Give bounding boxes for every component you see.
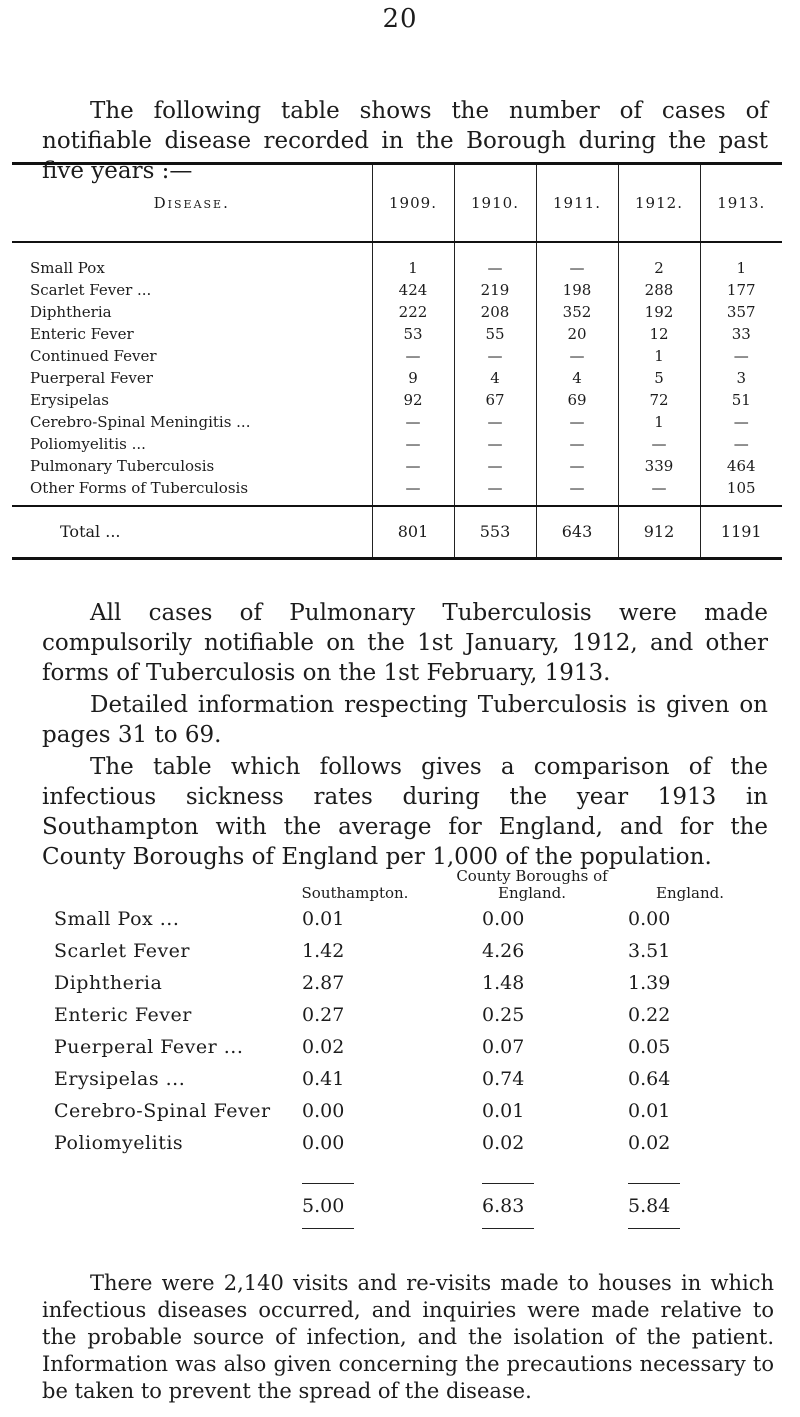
bottom-rule-england: [628, 1228, 680, 1229]
detailed-info-text: Detailed information respecting Tuberculosis is given on pages 31 to 69.: [42, 692, 768, 748]
case-count: —: [372, 345, 454, 367]
rate-southampton: 0.00: [302, 1100, 345, 1122]
rate-england: 3.51: [628, 940, 671, 962]
case-count: 1: [618, 411, 700, 433]
header-1910: 1910.: [454, 164, 536, 243]
rate-disease-name: Small Pox ...: [54, 908, 180, 930]
case-count: 53: [372, 323, 454, 345]
rate-england: 0.05: [628, 1036, 671, 1058]
rate-southampton: 0.27: [302, 1004, 345, 1026]
case-count: —: [700, 345, 782, 367]
case-count: 72: [618, 389, 700, 411]
case-count: 424: [372, 279, 454, 301]
case-count: —: [536, 345, 618, 367]
disease-name: Small Pox: [30, 259, 105, 277]
case-count: —: [372, 477, 454, 506]
case-count: 92: [372, 389, 454, 411]
case-count: 198: [536, 279, 618, 301]
case-count: 4: [536, 367, 618, 389]
rate-county-boroughs: 4.26: [482, 940, 525, 962]
case-count: —: [536, 477, 618, 506]
case-count: —: [372, 411, 454, 433]
rate-england: 1.39: [628, 972, 671, 994]
rate-disease-name: Cerebro-Spinal Fever: [54, 1100, 271, 1122]
rates-row: [54, 972, 774, 994]
header-disease: Disease.: [12, 164, 372, 243]
case-count: —: [618, 433, 700, 455]
rate-county-boroughs: 0.74: [482, 1068, 525, 1090]
header-england: England.: [656, 884, 724, 902]
rate-disease-name: Puerperal Fever ...: [54, 1036, 244, 1058]
rate-disease-name: Enteric Fever: [54, 1004, 192, 1026]
case-count: —: [536, 411, 618, 433]
visits-text: There were 2,140 visits and re-visits made to houses in which infectious diseases occurred, and inquiries were made relative to the probable source of infection, and the isolation of the patient. Information was also given concerning the precautions necessary to be taken to prevent the spread of the disease.: [42, 1271, 774, 1403]
table-row: [12, 411, 782, 433]
case-count: —: [454, 345, 536, 367]
table-row: [12, 323, 782, 345]
case-count: —: [536, 433, 618, 455]
tuberculosis-notice: [42, 598, 768, 688]
case-count: 51: [700, 389, 782, 411]
case-count: 3: [700, 367, 782, 389]
case-count: —: [372, 455, 454, 477]
rate-southampton: 0.00: [302, 1132, 345, 1154]
case-count: 1: [618, 345, 700, 367]
rate-england: 0.64: [628, 1068, 671, 1090]
case-count: 4: [454, 367, 536, 389]
case-count: 55: [454, 323, 536, 345]
table-header-row: [12, 164, 782, 243]
case-count: 464: [700, 455, 782, 477]
bottom-rule-southampton: [302, 1228, 354, 1229]
case-count: 105: [700, 477, 782, 506]
case-count: 357: [700, 301, 782, 323]
rate-england: 0.02: [628, 1132, 671, 1154]
case-count: —: [454, 411, 536, 433]
header-southampton: Southampton.: [301, 884, 409, 902]
case-count: 1: [372, 242, 454, 279]
case-count: 9: [372, 367, 454, 389]
rate-county-boroughs: 0.02: [482, 1132, 525, 1154]
case-count: —: [454, 242, 536, 279]
table-row: [12, 279, 782, 301]
rates-row: [54, 1100, 774, 1122]
case-count: 208: [454, 301, 536, 323]
rate-southampton: 1.42: [302, 940, 345, 962]
case-count: —: [536, 455, 618, 477]
case-count: 192: [618, 301, 700, 323]
case-count: 5: [618, 367, 700, 389]
header-county-boroughs: County Boroughs of England.: [456, 867, 608, 902]
total-count: 553: [454, 506, 536, 559]
total-count: 643: [536, 506, 618, 559]
page-number: 20: [382, 4, 418, 34]
table-row: [12, 367, 782, 389]
rates-row: [54, 1036, 774, 1058]
rates-row: [54, 1004, 774, 1026]
total-rule-southampton: [302, 1183, 354, 1184]
rate-southampton: 0.41: [302, 1068, 345, 1090]
disease-name: Erysipelas: [30, 391, 110, 409]
total-england: 5.84: [628, 1195, 671, 1217]
disease-name: Scarlet Fever ...: [30, 281, 152, 299]
total-count: 912: [618, 506, 700, 559]
rates-row: [54, 908, 774, 930]
detailed-info-paragraph: [42, 690, 768, 750]
total-count: 1191: [700, 506, 782, 559]
case-count: —: [454, 477, 536, 506]
disease-name: Puerperal Fever: [30, 369, 153, 387]
table-row: [12, 389, 782, 411]
case-count: 20: [536, 323, 618, 345]
case-count: —: [700, 433, 782, 455]
case-count: —: [454, 433, 536, 455]
case-count: 67: [454, 389, 536, 411]
rate-southampton: 0.02: [302, 1036, 345, 1058]
disease-name: Diphtheria: [30, 303, 112, 321]
visits-paragraph: [42, 1270, 774, 1405]
disease-name: Pulmonary Tuberculosis: [30, 457, 215, 475]
case-count: 12: [618, 323, 700, 345]
comparison-paragraph: [42, 752, 768, 872]
disease-name: Other Forms of Tuberculosis: [30, 479, 249, 497]
header-1911: 1911.: [536, 164, 618, 243]
case-count: 69: [536, 389, 618, 411]
header-1913: 1913.: [700, 164, 782, 243]
total-rule-county-boroughs: [482, 1183, 534, 1184]
intro-text: The following table shows the number of cases of notifiable disease recorded in the Borough during the past five years :—: [42, 98, 768, 184]
total-rule-england: [628, 1183, 680, 1184]
header-1909: 1909.: [372, 164, 454, 243]
case-count: —: [454, 455, 536, 477]
table-body: [12, 242, 782, 559]
case-count: —: [700, 411, 782, 433]
rate-county-boroughs: 0.00: [482, 908, 525, 930]
rate-county-boroughs: 0.01: [482, 1100, 525, 1122]
rate-county-boroughs: 0.25: [482, 1004, 525, 1026]
total-row: [12, 506, 782, 559]
case-count: 33: [700, 323, 782, 345]
rate-disease-name: Diphtheria: [54, 972, 163, 994]
table-row: [12, 477, 782, 506]
rate-disease-name: Erysipelas ...: [54, 1068, 186, 1090]
rate-county-boroughs: 0.07: [482, 1036, 525, 1058]
notifiable-disease-table: [12, 162, 782, 560]
total-count: 801: [372, 506, 454, 559]
table-row: [12, 301, 782, 323]
case-count: 1: [700, 242, 782, 279]
case-count: 352: [536, 301, 618, 323]
rate-england: 0.00: [628, 908, 671, 930]
rates-row: [54, 1132, 774, 1154]
case-count: —: [618, 477, 700, 506]
case-count: 339: [618, 455, 700, 477]
table-row: [12, 345, 782, 367]
case-count: 222: [372, 301, 454, 323]
total-southampton: 5.00: [302, 1195, 345, 1217]
case-count: —: [372, 433, 454, 455]
disease-name: Cerebro-Spinal Meningitis ...: [30, 413, 251, 431]
rate-disease-name: Scarlet Fever: [54, 940, 191, 962]
table-row: [12, 242, 782, 279]
case-count: 288: [618, 279, 700, 301]
disease-name: Enteric Fever: [30, 325, 134, 343]
total-label: Total ...: [12, 506, 372, 559]
case-count: 177: [700, 279, 782, 301]
disease-name: Continued Fever: [30, 347, 157, 365]
header-1912: 1912.: [618, 164, 700, 243]
rates-row: [54, 1068, 774, 1090]
case-count: 219: [454, 279, 536, 301]
table-row: [12, 455, 782, 477]
comparison-text: The table which follows gives a comparison of the infectious sickness rates during the year 1913 in Southampton with the average for England, and for the County Boroughs of England per 1,000 of the population.: [42, 754, 768, 870]
bottom-rule-county-boroughs: [482, 1228, 534, 1229]
disease-name: Poliomyelitis ...: [30, 435, 146, 453]
case-count: 2: [618, 242, 700, 279]
rate-disease-name: Poliomyelitis: [54, 1132, 184, 1154]
rate-england: 0.01: [628, 1100, 671, 1122]
table-row: [12, 433, 782, 455]
case-count: —: [536, 242, 618, 279]
rate-england: 0.22: [628, 1004, 671, 1026]
rate-southampton: 0.01: [302, 908, 345, 930]
rate-southampton: 2.87: [302, 972, 345, 994]
rates-row: [54, 940, 774, 962]
tuberculosis-notice-text: All cases of Pulmonary Tuberculosis were made compulsorily notifiable on the 1st January, 1912, and other forms of Tuberculosis on the 1st February, 1913.: [42, 600, 768, 686]
total-county-boroughs: 6.83: [482, 1195, 525, 1217]
rate-county-boroughs: 1.48: [482, 972, 525, 994]
